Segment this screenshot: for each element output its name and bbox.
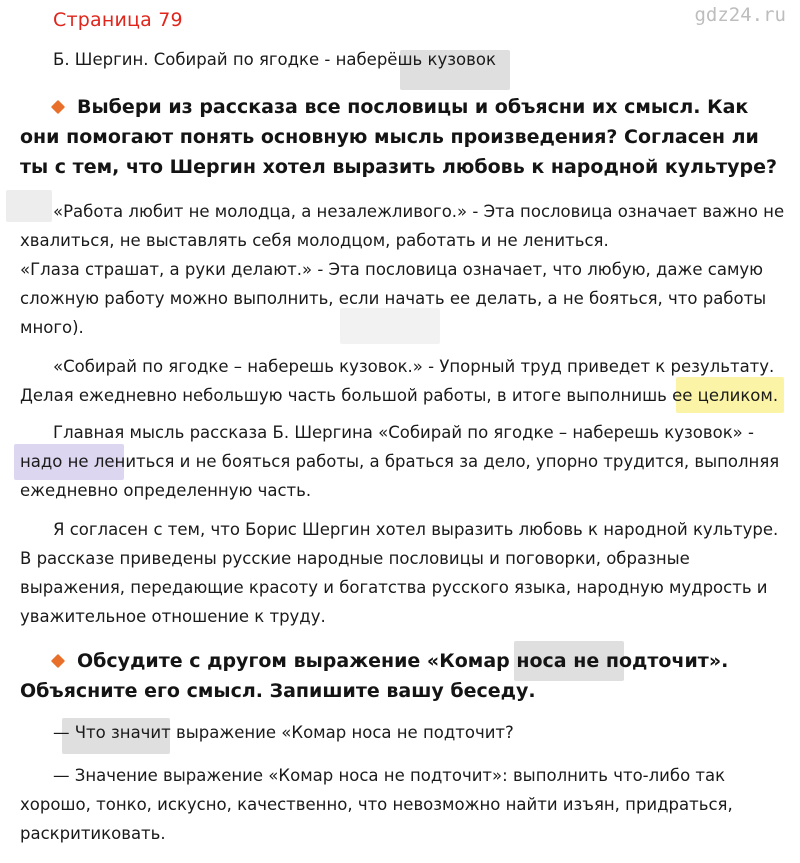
- answer-paragraph: «Собирай по ягодке – наберешь кузовок.» - Упорный труд приведет к результату. Делая ежедневно небольшую часть большой работы, в итоге выполнишь ее целиком.: [20, 357, 779, 405]
- answer-paragraph: «Работа любит не молодца, а незалежливого.» - Эта пословица означает важно не хвалиться, не выставлять себя молодцом, работать и не лениться.: [20, 202, 785, 250]
- answer-paragraph: Главная мысль рассказа Б. Шергина «Собирай по ягодке – наберешь кузовок» - надо не лениться и не бояться работы, а браться за дело, упорно трудится, выполняя ежедневно определенную часть.: [20, 423, 780, 500]
- answer-paragraph: «Глаза страшат, а руки делают.» - Эта пословица означает, что любую, даже самую сложную работу можно выполнить, если начать ее делать, а не бояться, что работы много).: [20, 260, 767, 337]
- dialogue-line: — Что значит выражение «Комар носа не подточит?: [53, 723, 514, 742]
- page-title: Страница 79: [53, 9, 183, 31]
- bullet-diamond-icon: [51, 653, 65, 667]
- answer-paragraph: Я согласен с тем, что Борис Шергин хотел выразить любовь к народной культуре. В рассказе приведены русские народные пословицы и поговорки, образные выражения, передающие красоту и богатства русского языка, народную мудрость и уважительное отношение к труду.: [20, 520, 779, 626]
- bullet-diamond-icon: [51, 99, 65, 113]
- site-watermark: gdz24.ru: [694, 4, 786, 26]
- task1-question: Выбери из рассказа все пословицы и объясни их смысл. Как они помогают понять основную мысль произведения? Согласен ли ты с тем, что Шергин хотел выразить любовь к народной культуре?: [20, 96, 778, 178]
- subtitle: Б. Шергин. Собирай по ягодке - наберёшь кузовок: [53, 50, 496, 69]
- task2-question: Обсудите с другом выражение «Комар носа не подточит». Объясните его смысл. Запишите вашу беседу.: [20, 650, 729, 702]
- task1-answer-proverbs: [20, 197, 785, 342]
- dialogue-line: — Значение выражение «Комар носа не подточит»: выполнить что-либо так хорошо, тонко, искусно, качественно, что невозможно найти изъян, придраться, раскритиковать.: [20, 766, 733, 843]
